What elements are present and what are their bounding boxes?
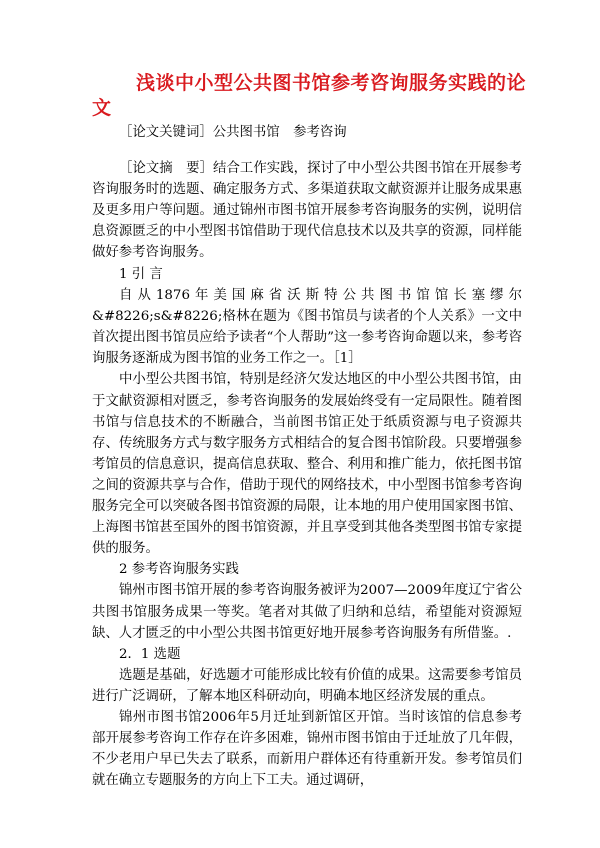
abstract-paragraph: ［论文摘 要］结合工作实践，探讨了中小型公共图书馆在开展参考咨询服务时的选题、确定服务方式、多渠道获取文献资源并让服务成果惠及更多用户等问题。通过锦州市图书馆开展参考咨询服务的实例，说明信息资源匮乏的中小型图书馆借助于现代信息技术以及共享的资源，同样能做好参考咨询服务。 (92, 161, 522, 261)
section-2-1-heading: 2．1 选题 (119, 646, 181, 662)
keywords-line: ［论文关键词］公共图书馆 参考咨询 (119, 125, 347, 140)
abstract-block (92, 158, 522, 263)
section-2-1-paragraph-1: 选题是基础，好选题才可能形成比较有价值的成果。这需要参考馆员进行广泛调研，了解本地区科研动向，明确本地区经济发展的重点。 (92, 667, 522, 704)
section-1-paragraph-2: 中小型公共图书馆，特别是经济欠发达地区的中小型公共图书馆，由于文献资源相对匮乏，参考咨询服务的发展始终受有一定局限性。随着图书馆与信息技术的不断融合，当前图书馆正处于纸质资源与电子资源共存、传统服务方式与数字服务方式相结合的复合图书馆阶段。只要增强参考馆员的信息意识，提高信息获取、整合、利用和推广能力，依托图书馆之间的资源共享与合作，借助于现代的网络技术，中小型图书馆参考咨询服务完全可以突破各图书馆资源的局限，让本地的用户使用国家图书馆、上海图书馆甚至国外的图书馆资源，并且享受到其他各类型图书馆专家提供的服务。 (92, 372, 522, 557)
section-1-paragraph-1: 自从1876年美国麻省沃斯特公共图书馆馆长塞缪尔&#8226;s&#8226;格林在题为《图书馆员与读者的个人关系》一文中首次提出图书馆员应给予读者“个人帮助”这一参考咨询命题以来，参考咨询服务逐渐成为图书馆的业务工作之一。［1］ (92, 288, 522, 367)
section-2-heading: 2 参考咨询服务实践 (119, 562, 239, 578)
section-2-1-paragraph-2: 锦州市图书馆2006年5月迁址到新馆区开馆。当时该馆的信息参考部开展参考咨询工作存在许多困难，锦州市图书馆由于迁址放了几年假，不少老用户早已失去了联系，而新用户群体还有待重新开发。参考馆员们就在确立专题服务的方向上下工夫。通过调研， (92, 709, 522, 789)
keywords-block (92, 122, 522, 143)
main-body (92, 264, 522, 791)
paper-title: 浅谈中小型公共图书馆参考咨询服务实践的论文 (92, 72, 527, 119)
section-2-paragraph-1: 锦州市图书馆开展的参考咨询服务被评为2007—2009年度辽宁省公共图书馆服务成果一等奖。笔者对其做了归纳和总结，希望能对资源短缺、人才匮乏的中小型公共图书馆更好地开展参考咨询服务有所借鉴。. (92, 583, 522, 641)
section-1-heading: 1 引 言 (119, 267, 163, 282)
